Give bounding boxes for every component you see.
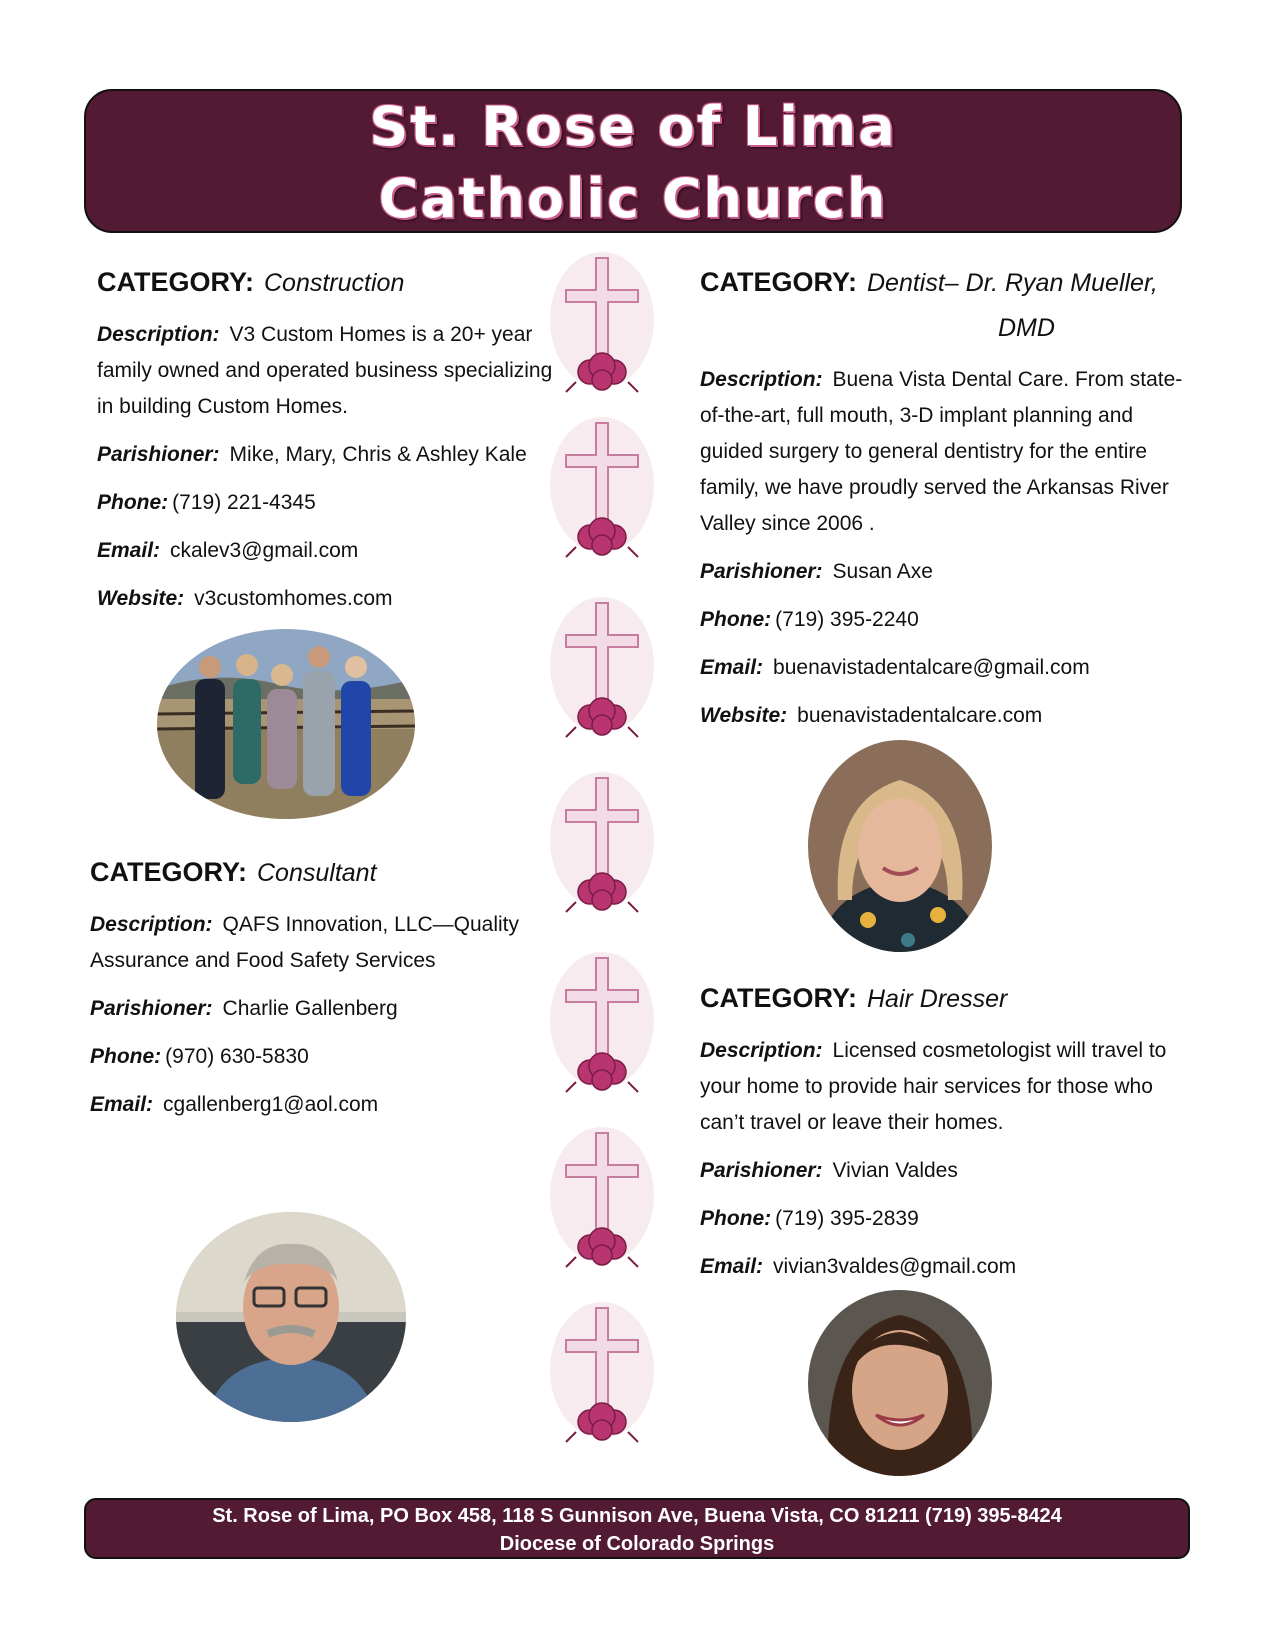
email-value[interactable]: vivian3valdes@gmail.com [773, 1255, 1017, 1278]
parishioner [90, 991, 550, 1027]
category-heading [700, 978, 1190, 1019]
parishioner-value: Vivian Valdes [832, 1159, 958, 1182]
hairdresser-parishioner-photo [808, 1290, 992, 1476]
phone-value: (719) 395-2839 [775, 1207, 919, 1230]
website-value[interactable]: buenavistadentalcare.com [797, 704, 1043, 727]
parishioner-label: Parishioner: [700, 560, 823, 583]
dentist-parishioner-photo-image [808, 740, 992, 952]
phone [700, 602, 1190, 638]
category-label: CATEGORY: [700, 267, 857, 297]
hairdresser-parishioner-photo-image [808, 1290, 992, 1476]
description-text: V3 Custom Homes is a 20+ year family owned and operated business specializing in building Custom Homes. [97, 323, 553, 418]
church-name-line1: St. Rose of Lima [369, 95, 897, 158]
email-label: Email: [700, 656, 764, 679]
listing-construction [97, 262, 557, 629]
website-label: Website: [97, 587, 185, 610]
cross-rose-icon [546, 250, 658, 400]
email [700, 650, 1190, 686]
footer-banner [84, 1498, 1190, 1559]
cross-rose-icon [546, 1125, 658, 1275]
consultant-photo-image [176, 1212, 406, 1422]
website [700, 698, 1190, 734]
phone [97, 485, 557, 521]
family-photo-image [157, 629, 415, 819]
description-text: Buena Vista Dental Care. From state-of-the-art, full mouth, 3-D implant planning and guided surgery to general dentistry for the entire family, we have proudly served the Arkansas River Valley since 2006 . [700, 368, 1183, 535]
consultant-photo [176, 1212, 406, 1422]
parishioner-value: Mike, Mary, Chris & Ashley Kale [229, 443, 527, 466]
parishioner-label: Parishioner: [700, 1159, 823, 1182]
phone [90, 1039, 550, 1075]
phone-label: Phone: [97, 491, 169, 514]
parishioner [700, 1153, 1190, 1189]
parishioner [97, 437, 557, 473]
email-value[interactable]: ckalev3@gmail.com [170, 539, 359, 562]
category-label: CATEGORY: [700, 983, 857, 1013]
description [700, 1033, 1190, 1141]
description [97, 317, 557, 425]
category-label: CATEGORY: [97, 267, 254, 297]
phone-value: (719) 395-2240 [775, 608, 919, 631]
email-value[interactable]: buenavistadentalcare@gmail.com [773, 656, 1090, 679]
category-value: Hair Dresser [867, 985, 1008, 1013]
footer-diocese: Diocese of Colorado Springs [499, 1533, 775, 1555]
cross-rose-icon [546, 950, 658, 1100]
phone-value: (970) 630-5830 [165, 1045, 309, 1068]
description-label: Description: [700, 368, 823, 391]
listing-hairdresser [700, 978, 1190, 1297]
footer-address: St. Rose of Lima, PO Box 458, 118 S Gunnison Ave, Buena Vista, CO 81211 (719) 395-8424 [212, 1505, 1062, 1527]
cross-rose-icon [546, 1300, 658, 1450]
category-value-line2: DMD [998, 314, 1055, 342]
category-value: Consultant [257, 859, 377, 887]
parishioner-value: Susan Axe [832, 560, 933, 583]
parishioner-label: Parishioner: [97, 443, 220, 466]
website [97, 581, 557, 617]
phone-label: Phone: [700, 608, 772, 631]
category-label: CATEGORY: [90, 857, 247, 887]
description-text: QAFS Innovation, LLC—Quality Assurance and Food Safety Services [90, 913, 519, 972]
category-heading [97, 262, 557, 303]
cross-rose-icon [546, 770, 658, 920]
description [700, 362, 1190, 542]
parishioner [700, 554, 1190, 590]
email-label: Email: [97, 539, 161, 562]
email-label: Email: [90, 1093, 154, 1116]
phone-label: Phone: [90, 1045, 162, 1068]
header-banner [84, 89, 1182, 233]
website-label: Website: [700, 704, 788, 727]
website-value[interactable]: v3customhomes.com [194, 587, 393, 610]
phone-value: (719) 221-4345 [172, 491, 316, 514]
description [90, 907, 550, 979]
parishioner-value: Charlie Gallenberg [222, 997, 398, 1020]
listing-consultant [90, 852, 550, 1135]
description-label: Description: [90, 913, 213, 936]
phone [700, 1201, 1190, 1237]
cross-rose-icon [546, 415, 658, 565]
category-heading [700, 262, 1190, 303]
email-label: Email: [700, 1255, 764, 1278]
category-heading-cont [700, 307, 1190, 348]
cross-rose-icon [546, 595, 658, 745]
category-value: Construction [264, 269, 405, 297]
parishioner-label: Parishioner: [90, 997, 213, 1020]
family-photo [157, 629, 415, 819]
description-label: Description: [700, 1039, 823, 1062]
email [700, 1249, 1190, 1285]
category-heading [90, 852, 550, 893]
email [90, 1087, 550, 1123]
dentist-parishioner-photo [808, 740, 992, 952]
email [97, 533, 557, 569]
description-label: Description: [97, 323, 220, 346]
listing-dentist [700, 262, 1190, 746]
phone-label: Phone: [700, 1207, 772, 1230]
church-name-line2: Catholic Church [378, 167, 888, 230]
category-value: Dentist– Dr. Ryan Mueller, [867, 269, 1158, 297]
description-text: Licensed cosmetologist will travel to your home to provide hair services for those who can’t travel or leave their homes. [700, 1039, 1167, 1134]
email-value[interactable]: cgallenberg1@aol.com [163, 1093, 379, 1116]
